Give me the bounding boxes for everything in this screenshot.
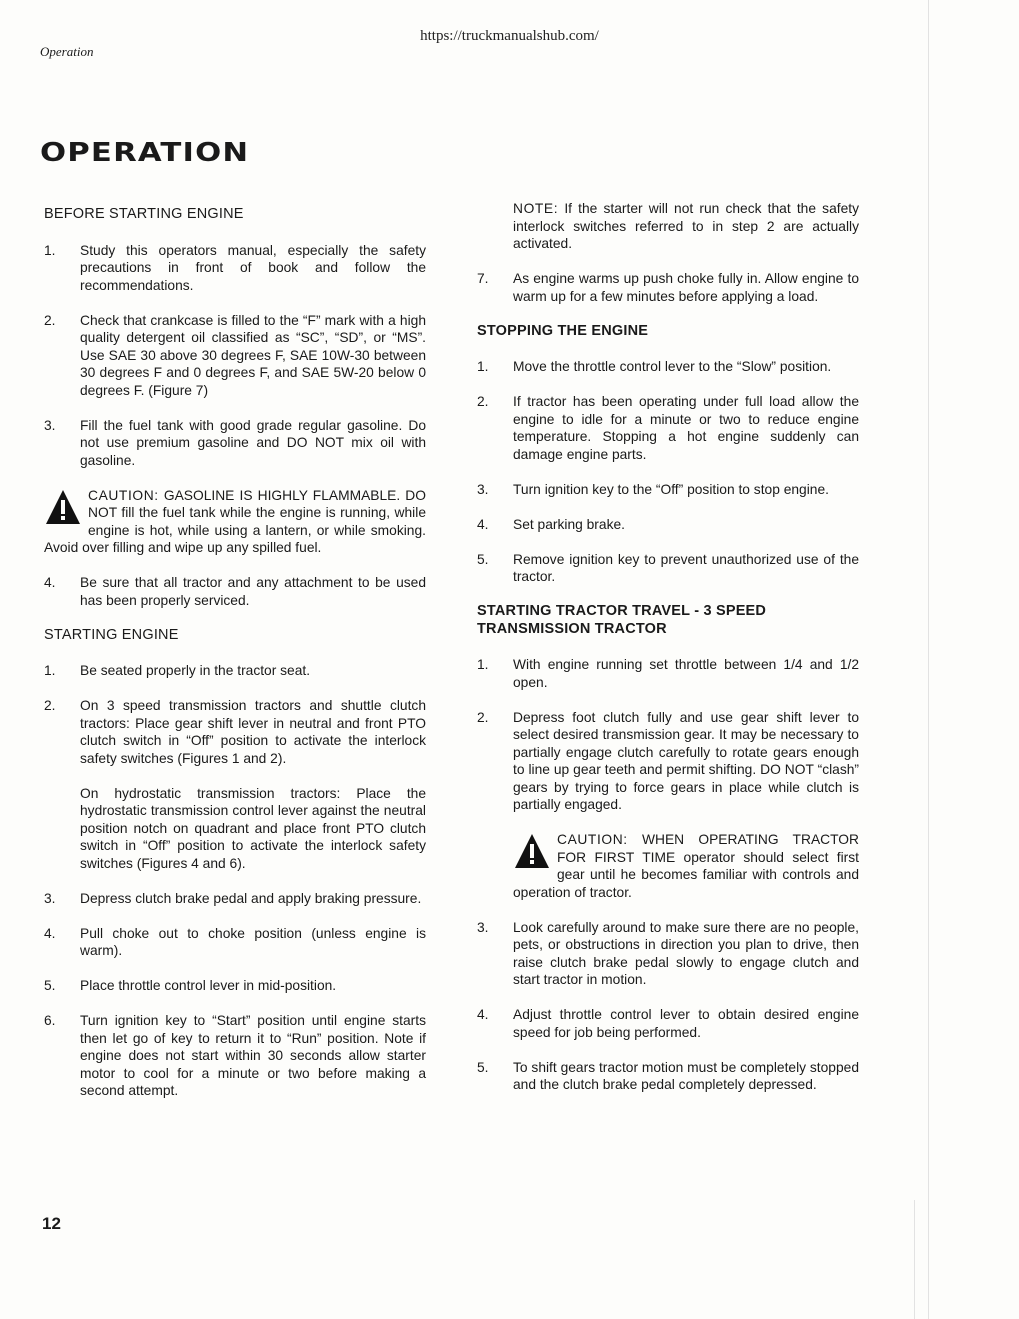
page-title: OPERATION bbox=[40, 138, 250, 168]
item-number: 7. bbox=[477, 271, 489, 286]
list-item bbox=[477, 551, 859, 586]
item-number: 2. bbox=[477, 709, 489, 725]
item-text: Pull choke out to choke position (unless engine is warm). bbox=[80, 925, 426, 958]
warning-triangle-icon bbox=[513, 831, 551, 871]
item-text: To shift gears tractor motion must be completely stopped and the clutch brake pedal completely depressed. bbox=[513, 1059, 859, 1092]
item-text: Move the throttle control lever to the “Slow” position. bbox=[513, 359, 832, 374]
list-item bbox=[44, 312, 426, 400]
list-item bbox=[44, 417, 426, 470]
caution-block bbox=[513, 831, 859, 901]
list-item bbox=[477, 1006, 859, 1041]
right-column bbox=[477, 200, 859, 1111]
item-number: 1. bbox=[477, 359, 489, 374]
stopping-engine-heading: STOPPING THE ENGINE bbox=[477, 322, 649, 339]
item-text: Be sure that all tractor and any attachment to be used has been properly serviced. bbox=[80, 575, 426, 608]
list-item bbox=[477, 709, 859, 814]
item-text: Depress foot clutch fully and use gear shift lever to select desired transmission gear. It may be necessary to partially engage clutch carefully to rotate gears enough to line up gear teeth and permit shifting. DO NOT “clash” gears by trying to force gears in place while clutch is partially engaged. bbox=[513, 709, 859, 812]
item-text-paragraph: On hydrostatic transmission tractors: Place the hydrostatic transmission control lever against the neutral position notch on quadrant and place front PTO clutch switch in “Off” position to activate the interlock safety switches (Figures 4 and 6). bbox=[80, 785, 426, 871]
item-number: 1. bbox=[477, 657, 489, 672]
caution-label: CAUTION: bbox=[88, 487, 159, 503]
item-text: Place throttle control lever in mid-position. bbox=[80, 978, 337, 993]
item-number: 2. bbox=[44, 312, 56, 328]
list-item bbox=[44, 697, 426, 872]
item-text: Check that crankcase is filled to the “F” mark with a high quality detergent oil classified as “SC”, “SD”, or “MS”. Use SAE 30 above 30 degrees F, SAE 10W-30 between 30 degrees F and 0 degrees F, and SAE 5W-20 below 0 degrees F. (Figure 7) bbox=[80, 312, 426, 398]
scan-edge-line bbox=[928, 0, 929, 1319]
caution-label: CAUTION: bbox=[557, 832, 628, 847]
item-text: With engine running set throttle between 1/4 and 1/2 open. bbox=[513, 657, 859, 690]
item-number: 5. bbox=[477, 1059, 489, 1075]
item-number: 2. bbox=[44, 698, 56, 713]
item-text: Remove ignition key to prevent unauthorized use of the tractor. bbox=[513, 551, 859, 584]
note-label: NOTE: bbox=[513, 201, 559, 216]
item-number: 3. bbox=[44, 890, 56, 906]
list-item bbox=[477, 656, 859, 691]
left-column bbox=[44, 200, 426, 1117]
list-item bbox=[477, 1059, 859, 1094]
scan-edge-line bbox=[914, 1200, 915, 1319]
item-text-paragraph: On 3 speed transmission tractors and shuttle clutch tractors: Place gear shift lever in neutral and front PTO clutch switch in “Off” position to activate the interlock safety switches (Figures 1 and 2). bbox=[80, 698, 426, 766]
item-text: Fill the fuel tank with good grade regular gasoline. Do not use premium gasoline and DO NOT mix oil with gasoline. bbox=[80, 417, 426, 468]
item-number: 4. bbox=[44, 925, 56, 941]
item-text: Study this operators manual, especially the safety precautions in front of book and follow the recommendations. bbox=[80, 242, 426, 293]
item-text: Be seated properly in the tractor seat. bbox=[80, 663, 311, 678]
list-item bbox=[44, 1012, 426, 1100]
item-number: 1. bbox=[44, 242, 56, 258]
caution-text: GASOLINE IS HIGHLY FLAMMABLE. DO NOT fill the fuel tank while the engine is running, while engine is hot, while using a lantern, or while smoking. Avoid over filling and wipe up any spilled fuel. bbox=[44, 487, 426, 555]
before-starting-heading: BEFORE STARTING ENGINE bbox=[44, 206, 244, 222]
list-item bbox=[477, 919, 859, 989]
item-text: Set parking brake. bbox=[513, 516, 625, 532]
list-item bbox=[477, 358, 859, 376]
list-item bbox=[477, 270, 859, 305]
item-number: 2. bbox=[477, 394, 489, 409]
note-block bbox=[477, 200, 859, 253]
item-text: Look carefully around to make sure there are no people, pets, or obstructions in direction you plan to drive, then raise clutch brake pedal slowly to engage clutch and start tractor in motion. bbox=[513, 919, 859, 987]
item-text bbox=[80, 697, 426, 872]
list-item bbox=[477, 481, 859, 499]
item-text: As engine warms up push choke fully in. Allow engine to warm up for a few minutes before applying a load. bbox=[513, 271, 859, 304]
list-item bbox=[44, 242, 426, 295]
source-url[interactable]: https://truckmanualshub.com/ bbox=[420, 28, 599, 44]
list-item bbox=[44, 925, 426, 960]
item-text: Depress clutch brake pedal and apply braking pressure. bbox=[80, 890, 422, 906]
warning-triangle-icon bbox=[44, 487, 82, 527]
item-number: 5. bbox=[44, 978, 56, 993]
item-text: Turn ignition key to “Start” position until engine starts then let go of key to return it to “Run” position. Note if engine does not start within 30 seconds allow starter motor to cool for a minute or two before making a second attempt. bbox=[80, 1013, 426, 1098]
item-number: 4. bbox=[477, 1007, 489, 1022]
list-item bbox=[477, 393, 859, 463]
item-text: If tractor has been operating under full load allow the engine to idle for a minute or two to reduce engine temperature. Stopping a hot engine suddenly can damage engine parts. bbox=[513, 394, 859, 462]
section-header-label: Operation bbox=[40, 44, 94, 59]
list-item bbox=[44, 662, 426, 680]
item-number: 3. bbox=[477, 919, 489, 935]
item-number: 3. bbox=[477, 481, 489, 497]
item-number: 4. bbox=[44, 575, 56, 590]
tractor-travel-heading: STARTING TRACTOR TRAVEL - 3 SPEED TRANSMISSION TRACTOR bbox=[477, 603, 767, 637]
list-item bbox=[44, 574, 426, 609]
list-item bbox=[44, 890, 426, 908]
starting-engine-heading: STARTING ENGINE bbox=[44, 626, 179, 643]
list-item bbox=[477, 516, 859, 534]
item-number: 5. bbox=[477, 551, 489, 567]
item-number: 6. bbox=[44, 1013, 56, 1028]
list-item bbox=[44, 977, 426, 995]
caution-block bbox=[44, 487, 426, 557]
page-number: 12 bbox=[42, 1214, 61, 1233]
item-number: 1. bbox=[44, 663, 56, 678]
item-text: Turn ignition key to the “Off” position to stop engine. bbox=[513, 481, 829, 497]
caution-text: WHEN OPERATING TRACTOR FOR FIRST TIME operator should select first gear until he becomes familiar with controls and operation of tractor. bbox=[513, 832, 859, 900]
item-text: Adjust throttle control lever to obtain desired engine speed for job being performed. bbox=[513, 1007, 859, 1040]
item-number: 3. bbox=[44, 417, 56, 433]
note-text: If the starter will not run check that the safety interlock switches referred to in step 2 are actually activated. bbox=[513, 201, 859, 251]
item-number: 4. bbox=[477, 516, 489, 532]
